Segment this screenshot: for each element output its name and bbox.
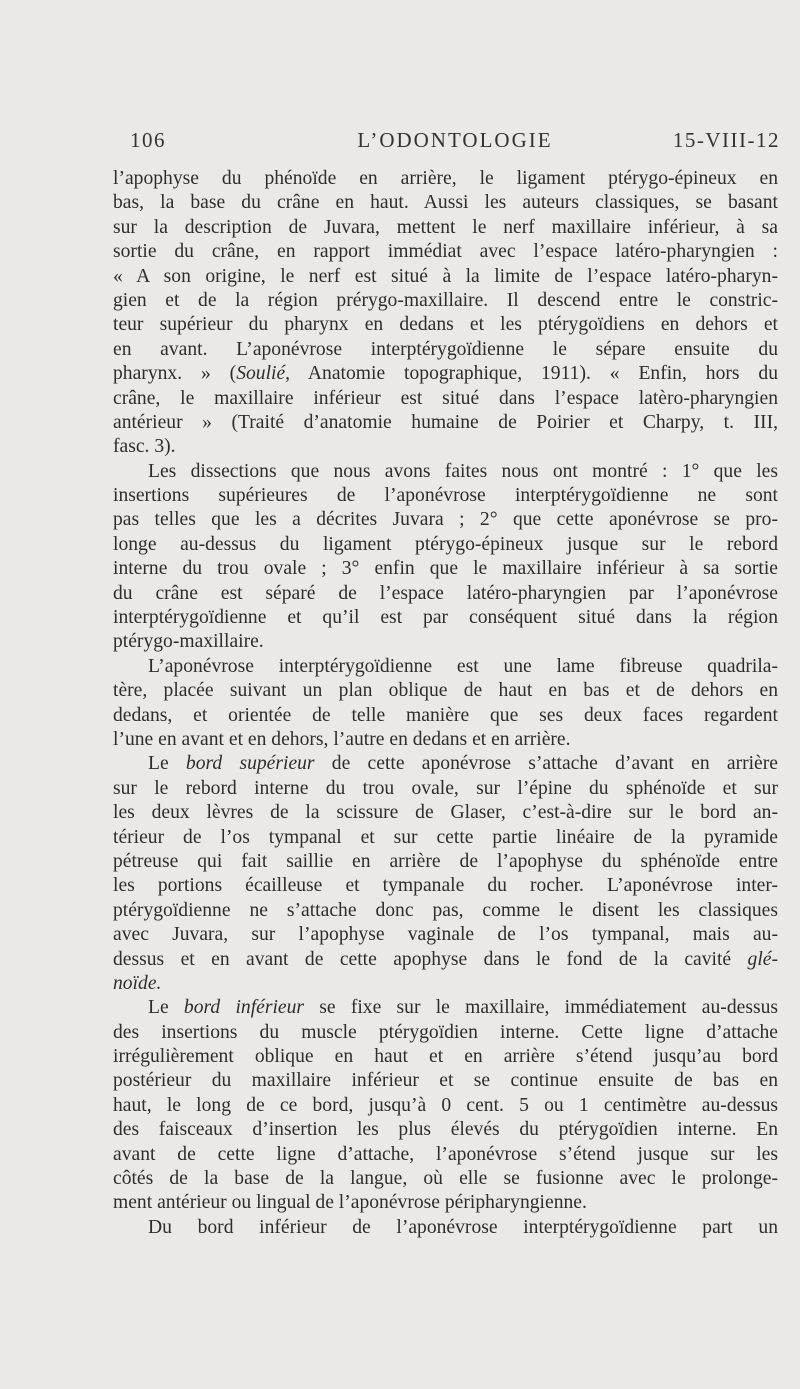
text-segment: pharynx. » ( [113,363,237,385]
text-line [113,508,778,532]
text-segment: longe au-dessus du ligament ptérygo-épineux jusque sur le rebord [113,533,778,555]
text-segment: Les dissections que nous avons faites nous ont montré : 1° que les [148,460,778,482]
text-line [113,533,778,557]
issue-date: 15-VIII-12 [672,128,780,152]
text-segment: « A son origine, le nerf est situé à la limite de l’espace latéro-pharyn- [113,265,778,287]
page-number: 106 [130,128,166,152]
text-segment: en avant. L’aponévrose interptérygoïdienne le sépare ensuite du [113,338,778,360]
text-line [113,728,778,752]
text-segment: antérieur » (Traité d’anatomie humaine de Poirier et Charpy, t. III, [113,411,778,433]
text-segment: dedans, et orientée de telle manière que ses deux faces regardent [113,704,778,726]
text-line [113,313,778,337]
text-segment: sur le rebord interne du trou ovale, sur l’épine du sphénoïde et sur [113,777,778,799]
text-segment: les portions écailleuse et tympanale du rocher. L’aponévrose inter- [113,875,778,897]
italic-text: noïde. [113,972,162,994]
text-line [113,265,778,289]
text-line [113,948,778,972]
text-line [113,826,778,850]
text-line [113,996,778,1020]
text-segment: crâne, le maxillaire inférieur est situé dans l’espace latèro-pharyngien [113,387,778,409]
journal-title: L’ODONTOLOGIE [357,128,553,152]
text-segment: sortie du crâne, en rapport immédiat avec l’espace latéro-pharyngien : [113,241,778,263]
text-line [113,460,778,484]
text-segment: térieur de l’os tympanal et sur cette partie linéaire de la pyramide [113,826,778,848]
text-line [113,216,778,240]
text-line [113,874,778,898]
text-line [113,801,778,825]
text-line [113,338,778,362]
text-line [113,167,778,191]
text-line [113,606,778,630]
text-segment: interptérygoïdienne et qu’il est par conséquent situé dans la région [113,607,778,629]
running-header [130,128,780,158]
text-segment: L’aponévrose interptérygoïdienne est une lame fibreuse quadrila- [148,655,778,677]
text-segment: interne du trou ovale ; 3° enfin que le maxillaire inférieur à sa sortie [113,558,778,580]
text-segment: de cette aponévrose s’attache d’avant en arrière [314,753,778,775]
text-segment: avant de cette ligne d’attache, l’aponévrose s’étend jusque sur les [113,1143,778,1165]
text-line [113,557,778,581]
italic-text: bord inférieur [183,997,305,1019]
text-segment: gien et de la région prérygo-maxillaire. Il descend entre le constric- [113,289,778,311]
text-line [113,679,778,703]
text-line [113,387,778,411]
text-line [113,923,778,947]
text-segment: postérieur du maxillaire inférieur et se continue ensuite de bas en [113,1070,778,1092]
text-segment: Le [148,997,184,1019]
italic-text: Soulié, [236,363,291,385]
text-line [113,1045,778,1069]
text-segment: ptérygo-maxillaire. [113,631,264,653]
text-segment: l’apophyse du phénoïde en arrière, le ligament ptérygo-épineux en [113,168,778,189]
text-segment: pétreuse qui fait saillie en arrière de l’apophyse du sphénoïde entre [113,850,778,872]
text-line [113,972,778,996]
text-segment: irrégulièrement oblique en haut et en arrière s’étend jusqu’au bord [113,1046,778,1068]
text-segment: teur supérieur du pharynx en dedans et les ptérygoïdiens en dehors et [113,314,778,336]
text-segment: du crâne est séparé de l’espace latéro-pharyngien par l’aponévrose [113,582,778,604]
text-line [113,1216,778,1240]
text-line [113,899,778,923]
text-line [113,411,778,435]
text-segment: Le [148,753,186,775]
text-line [113,1069,778,1093]
text-line [113,1021,778,1045]
text-segment: bas, la base du crâne en haut. Aussi les auteurs classiques, se basant [113,192,778,214]
text-segment: haut, le long de ce bord, jusqu’à 0 cent. 5 ou 1 centimètre au-dessus [113,1094,778,1116]
text-line [113,362,778,386]
text-segment: avec Juvara, sur l’apophyse vaginale de l’os tympanal, mais au- [113,924,778,946]
italic-text: glé- [747,948,778,970]
text-segment: tère, placée suivant un plan oblique de haut en bas et de dehors en [113,680,778,702]
text-segment: des faisceaux d’insertion les plus élevés du ptérygoïdien interne. En [113,1119,778,1141]
text-line [113,1191,778,1215]
text-line [113,289,778,313]
text-segment: les deux lèvres de la scissure de Glaser, c’est-à-dire sur le bord an- [113,802,778,824]
text-line [113,1167,778,1191]
text-line [113,582,778,606]
text-line [113,630,778,654]
text-segment: Anatomie topographique, 1911). « Enfin, hors du [290,363,778,385]
text-segment: des insertions du muscle ptérygoïdien interne. Cette ligne d’attache [113,1021,778,1043]
body-text [113,167,778,1240]
text-segment: fasc. 3). [113,436,176,458]
text-segment: sur la description de Juvara, mettent le nerf maxillaire inférieur, à sa [113,216,778,238]
text-line [113,777,778,801]
text-segment: Du bord inférieur de l’aponévrose interptérygoïdienne part un [148,1216,778,1238]
text-line [113,655,778,679]
text-segment: l’une en avant et en dehors, l’autre en dedans et en arrière. [113,728,571,750]
text-segment: côtés de la base de la langue, où elle se fusionne avec le prolonge- [113,1168,778,1190]
text-segment: dessus et en avant de cette apophyse dans le fond de la cavité [113,948,748,970]
text-line [113,240,778,264]
text-line [113,1118,778,1142]
text-line [113,1094,778,1118]
text-line [113,752,778,776]
text-segment: ptérygoïdienne ne s’attache donc pas, comme le disent les classiques [113,899,778,921]
text-line [113,1143,778,1167]
text-line [113,435,778,459]
text-segment: insertions supérieures de l’aponévrose interptérygoïdienne ne sont [113,485,778,507]
italic-text: bord supérieur [185,753,315,775]
text-line [113,704,778,728]
text-line [113,191,778,215]
text-segment: pas telles que les a décrites Juvara ; 2° que cette aponévrose se pro- [113,509,778,531]
text-segment: se fixe sur le maxillaire, immédiatement au-dessus [304,997,778,1019]
text-segment: ment antérieur ou lingual de l’aponévrose péripharyngienne. [113,1192,587,1214]
text-line [113,850,778,874]
text-line [113,484,778,508]
